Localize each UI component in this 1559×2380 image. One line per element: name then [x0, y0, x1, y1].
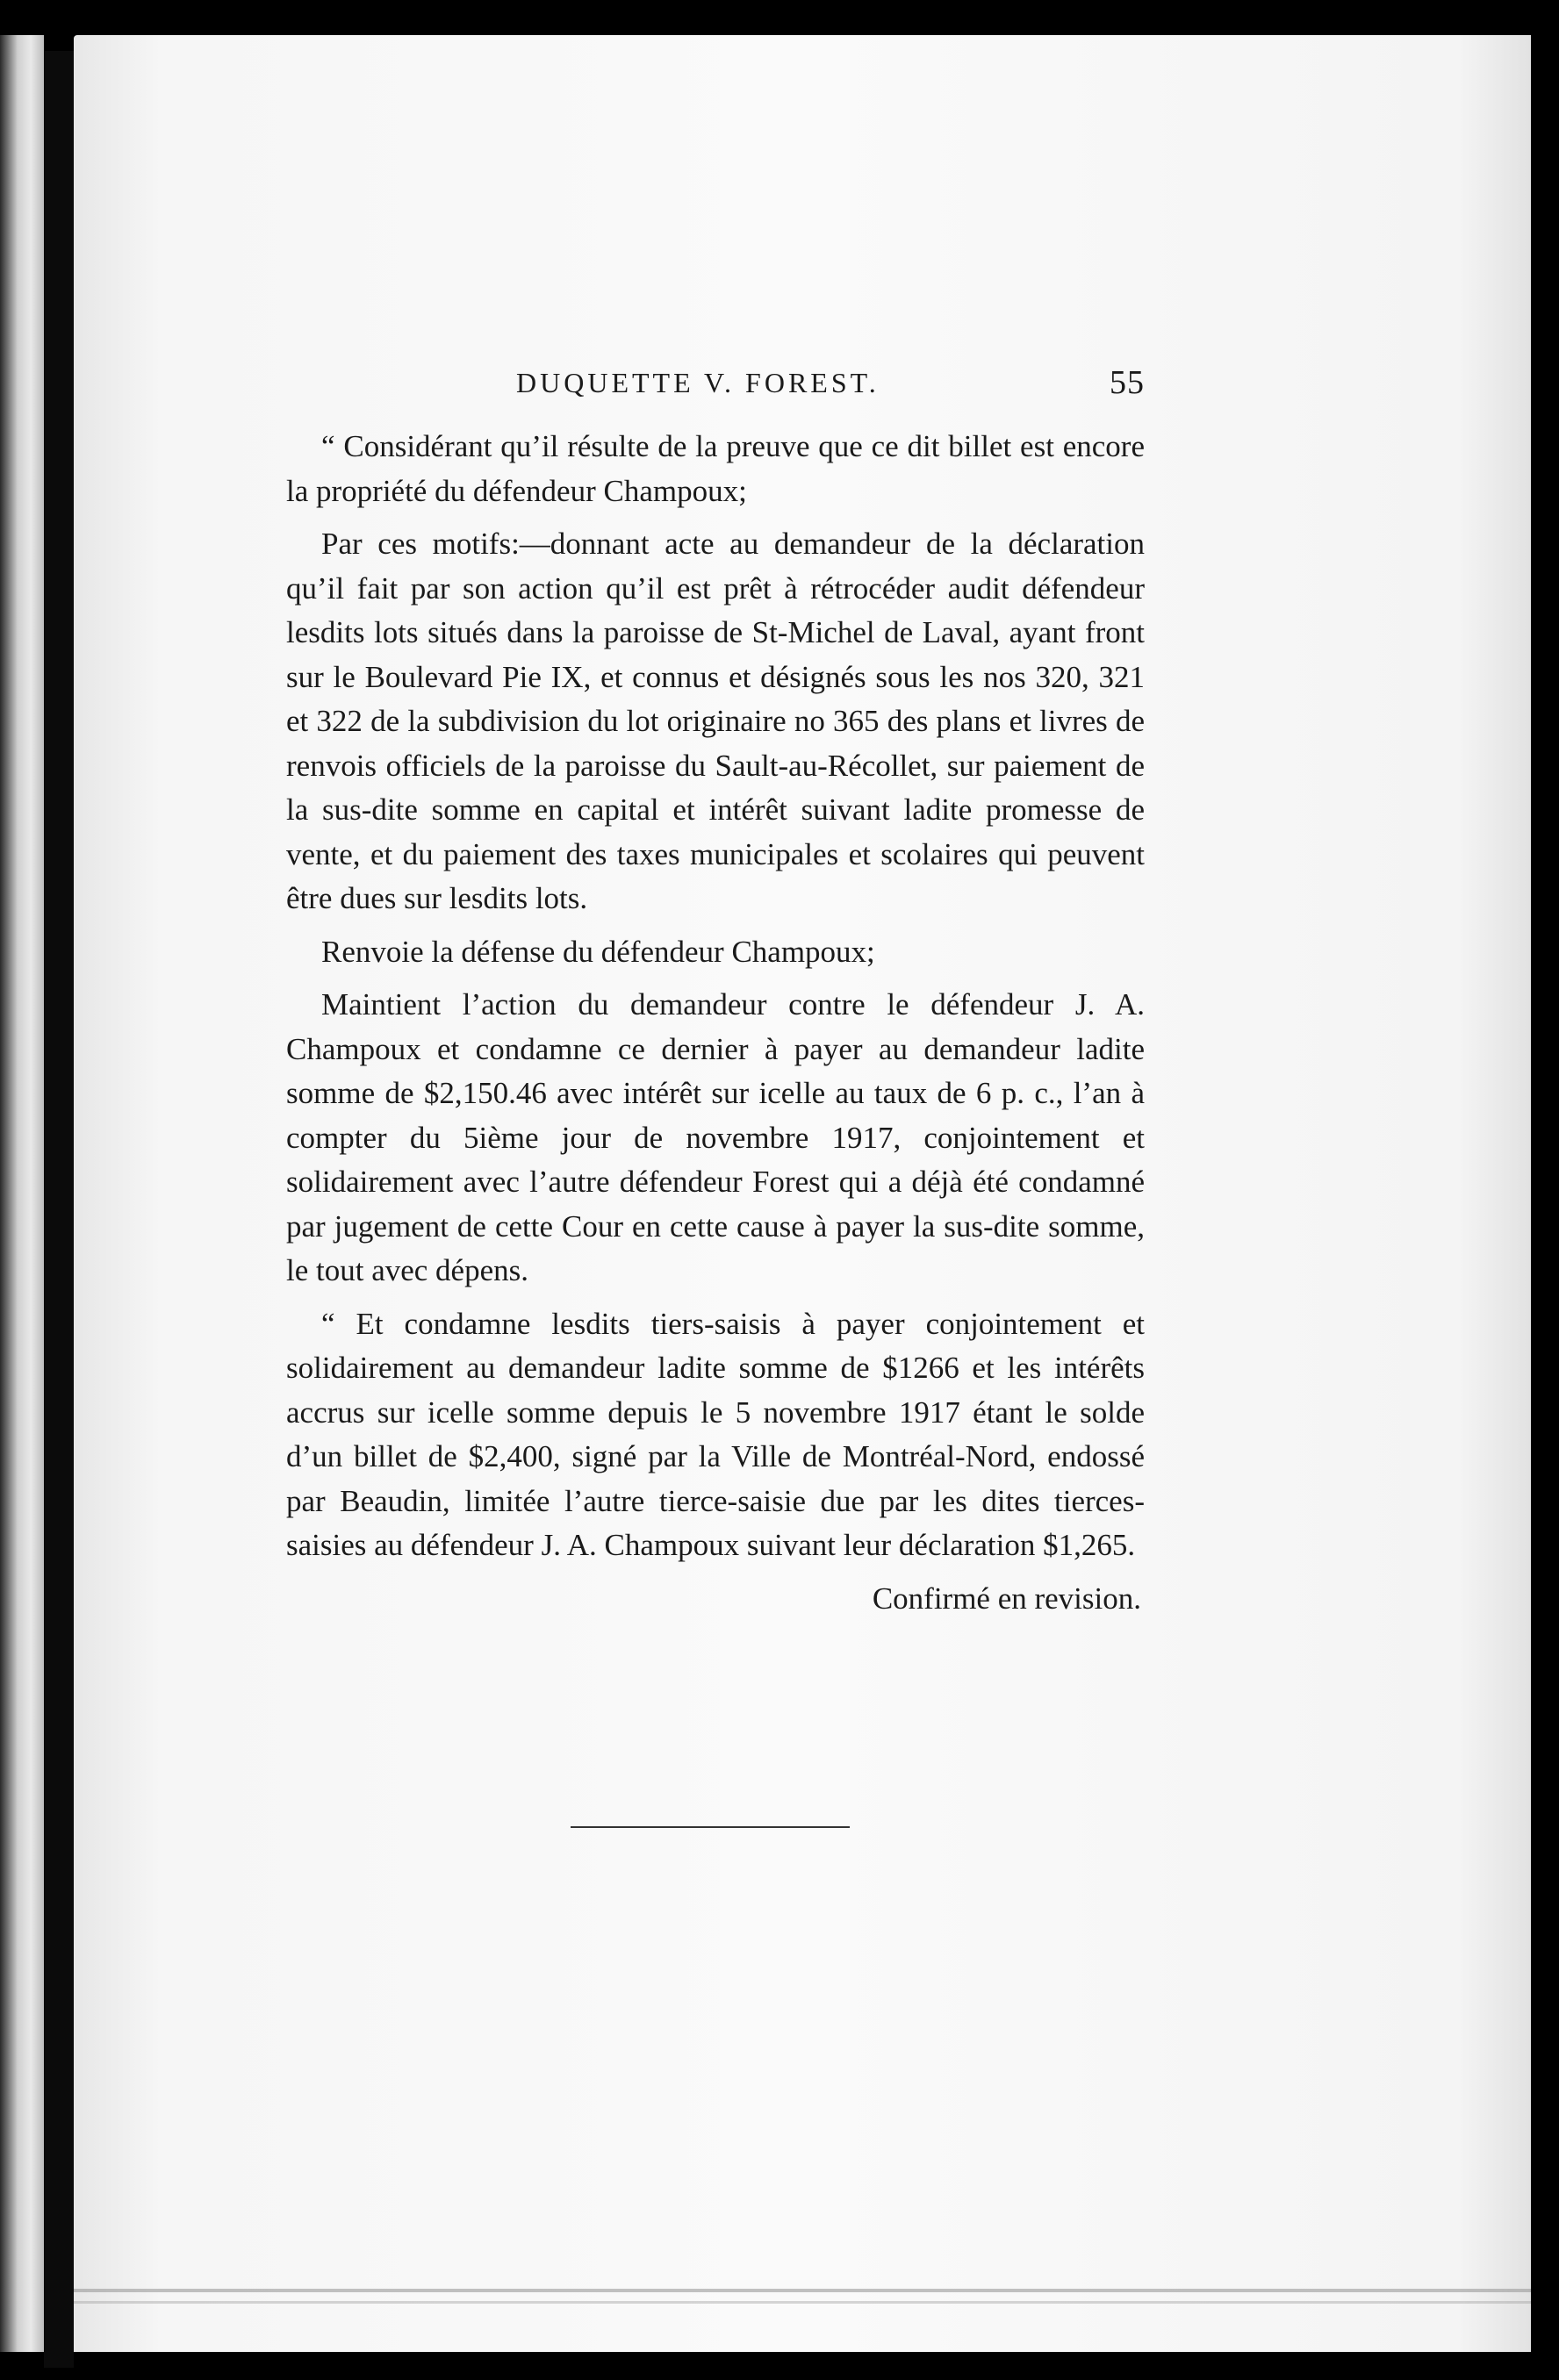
paragraph-renvoie: Renvoie la défense du défendeur Champoux; [321, 934, 875, 969]
page-header [286, 364, 1145, 416]
running-head: DUQUETTE V. FOREST. [516, 367, 880, 398]
page-bottom-edge [74, 2289, 1531, 2292]
text-block [286, 364, 1145, 1621]
paragraph-par-ces-motifs: Par ces motifs:—donnant acte au demandeur de la déclaration qu’il fait par son action qu’il est prêt à rétrocéder audit défendeur lesdits lots situés dans la paroisse de St-Michel de Laval, ayant front sur le Boulevard Pie IX, et connus et désignés sous les nos 320, 321 et 322 de la subdivision du lot originaire no 365 des plans et livres de renvois officiels de la paroisse du Sault-au-Récollet, sur paiement de la sus-dite somme en capital et intérêt suivant ladite promesse de vente, et du paiement des taxes municipales et scolaires qui peuvent être dues sur lesdits lots. [286, 527, 1145, 915]
end-rule [571, 1826, 850, 1828]
signoff: Confirmé en revision. [872, 1581, 1141, 1616]
paragraph-et-condamne: “ Et condamne lesdits tiers-saisis à payer conjointement et solidairement au demandeur ladite somme de $1266 et les intérêts accrus sur icelle somme depuis le 5 novembre 1917 étant le solde d’un billet de $2,400, signé par la Ville de Montréal-Nord, endossé par Beaudin, limitée l’autre tierce-saisie due par les dites tierces-saisies au défendeur J. A. Champoux suivant leur déclaration $1,265. [286, 1306, 1145, 1562]
binding-shadow [44, 51, 74, 2368]
paragraph-considerant: “ Considérant qu’il résulte de la preuve que ce dit billet est encore la propriété du défendeur Champoux; [286, 429, 1145, 508]
paragraph-maintient: Maintient l’action du demandeur contre le défendeur J. A. Champoux et condamne ce dernier à payer au demandeur ladite somme de $2,150.46 avec intérêt sur icelle au taux de 6 p. c., l’an à compter du 5ième jour de novembre 1917, conjointement et solidairement avec l’autre défendeur Forest qui a déjà été condamné par jugement de cette Cour en cette cause à payer la sus-dite somme, le tout avec dépens. [286, 987, 1145, 1287]
left-page-edge [0, 35, 44, 2352]
page-number: 55 [1110, 364, 1145, 401]
page-bottom-edge-inner [74, 2301, 1531, 2304]
